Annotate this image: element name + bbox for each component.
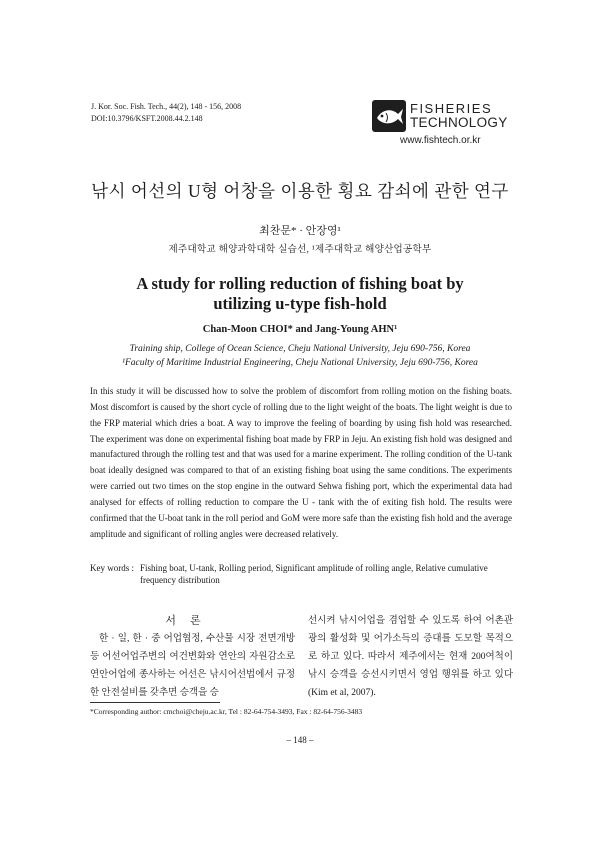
journal-url: www.fishtech.or.kr bbox=[400, 135, 481, 146]
body-column-left: 한 · 일, 한 · 중 어업협정, 수산물 시장 전면개방 등 어선어업주변의 여건변화와 연안의 자원감소로 연안어업에 종사하는 어선은 낚시어선법에서 규정한 안전설비를 갖추면 승객을 승 bbox=[90, 634, 295, 698]
korean-authors: 최찬문* · 안장영¹ bbox=[259, 225, 341, 237]
english-affiliations bbox=[0, 342, 600, 370]
korean-affiliation: 제주대학교 해양과학대학 실습선, ¹제주대학교 해양산업공학부 bbox=[168, 245, 432, 255]
footnote-divider bbox=[90, 702, 220, 703]
body-column-right: 선시켜 낚시어업을 겸업할 수 있도록 하여 어촌관광의 활성화 및 어가소득의 증대를 도모할 목적으로 하고 있다. 따라서 제주에서는 현재 200여척이 낚시 승객을 승선시키면서 영업 행위를 하고 있다(Kim et al, 2007). bbox=[308, 616, 513, 698]
section-title-introduction: 서론 bbox=[165, 615, 215, 627]
abstract: In this study it will be discussed how to solve the problem of discomfort from rolling motion on the fishing boats. Most discomfort is caused by the short cycle of rolling due to the light weight of the boats. The light weight is due to the FRP material which dries a boat. A way to improve the feeling of boarding by using fish hold was researched. The experiment was done on experimental fishing boat made by FRP in Jeju. An existing fish hold was designed and manufactured through the rolling test and that was used for a marine experiment. The rolling condition of the U-tank boat ideally designed was compared to that of an existing fishing boat using the same conditions. The experiments were carried out two times on the stop engine in the outward Sehwa fishing port, which the experimental data had analysed for effects of rolling reduction to compare the U - tank with the of exiting fish hold. The results were confirmed that the U-boat tank in the roll period and GoM were more safe than the existing fish hold and the average amplitude and significant of rolling angles were decreased relatively. bbox=[90, 386, 512, 539]
journal-line: J. Kor. Soc. Fish. Tech., 44(2), 148 - 156, 2008 bbox=[91, 102, 242, 111]
keywords-text: Fishing boat, U-tank, Rolling period, Significant amplitude of rolling angle, Relative cumulative frequency distribution bbox=[140, 563, 488, 585]
english-affiliation-2: ¹Faculty of Maritime Industrial Engineering, Cheju National University, Jeju 690-756, Korea bbox=[122, 358, 478, 368]
corresponding-author-footnote: *Corresponding author: cmchoi@cheju.ac.kr, Tel : 82-64-754-3493, Fax : 82-64-756-3483 bbox=[90, 707, 363, 716]
fish-logo-icon bbox=[372, 100, 406, 132]
logo-line-1: FISHERIES bbox=[410, 101, 493, 116]
english-authors: Chan-Moon CHOI* and Jang-Young AHN¹ bbox=[202, 324, 398, 335]
english-title-line-1: A study for rolling reduction of fishing boat by bbox=[136, 274, 464, 293]
logo-line-2: TECHNOLOGY bbox=[410, 115, 508, 130]
page-number: – 148 – bbox=[286, 735, 314, 745]
keywords-label: Key words : bbox=[90, 563, 134, 573]
journal-citation bbox=[91, 101, 241, 125]
english-title-line-2: utilizing u-type fish-hold bbox=[213, 294, 387, 313]
fisheries-technology-logo bbox=[372, 100, 532, 134]
korean-title: 낚시 어선의 U형 어창을 이용한 횡요 감쇠에 관한 연구 bbox=[91, 181, 509, 201]
doi-line: DOI:10.3796/KSFT.2008.44.2.148 bbox=[91, 114, 203, 123]
english-affiliation-1: Training ship, College of Ocean Science, Cheju National University, Jeju 690-756, Korea bbox=[129, 344, 471, 354]
english-title bbox=[0, 274, 600, 314]
